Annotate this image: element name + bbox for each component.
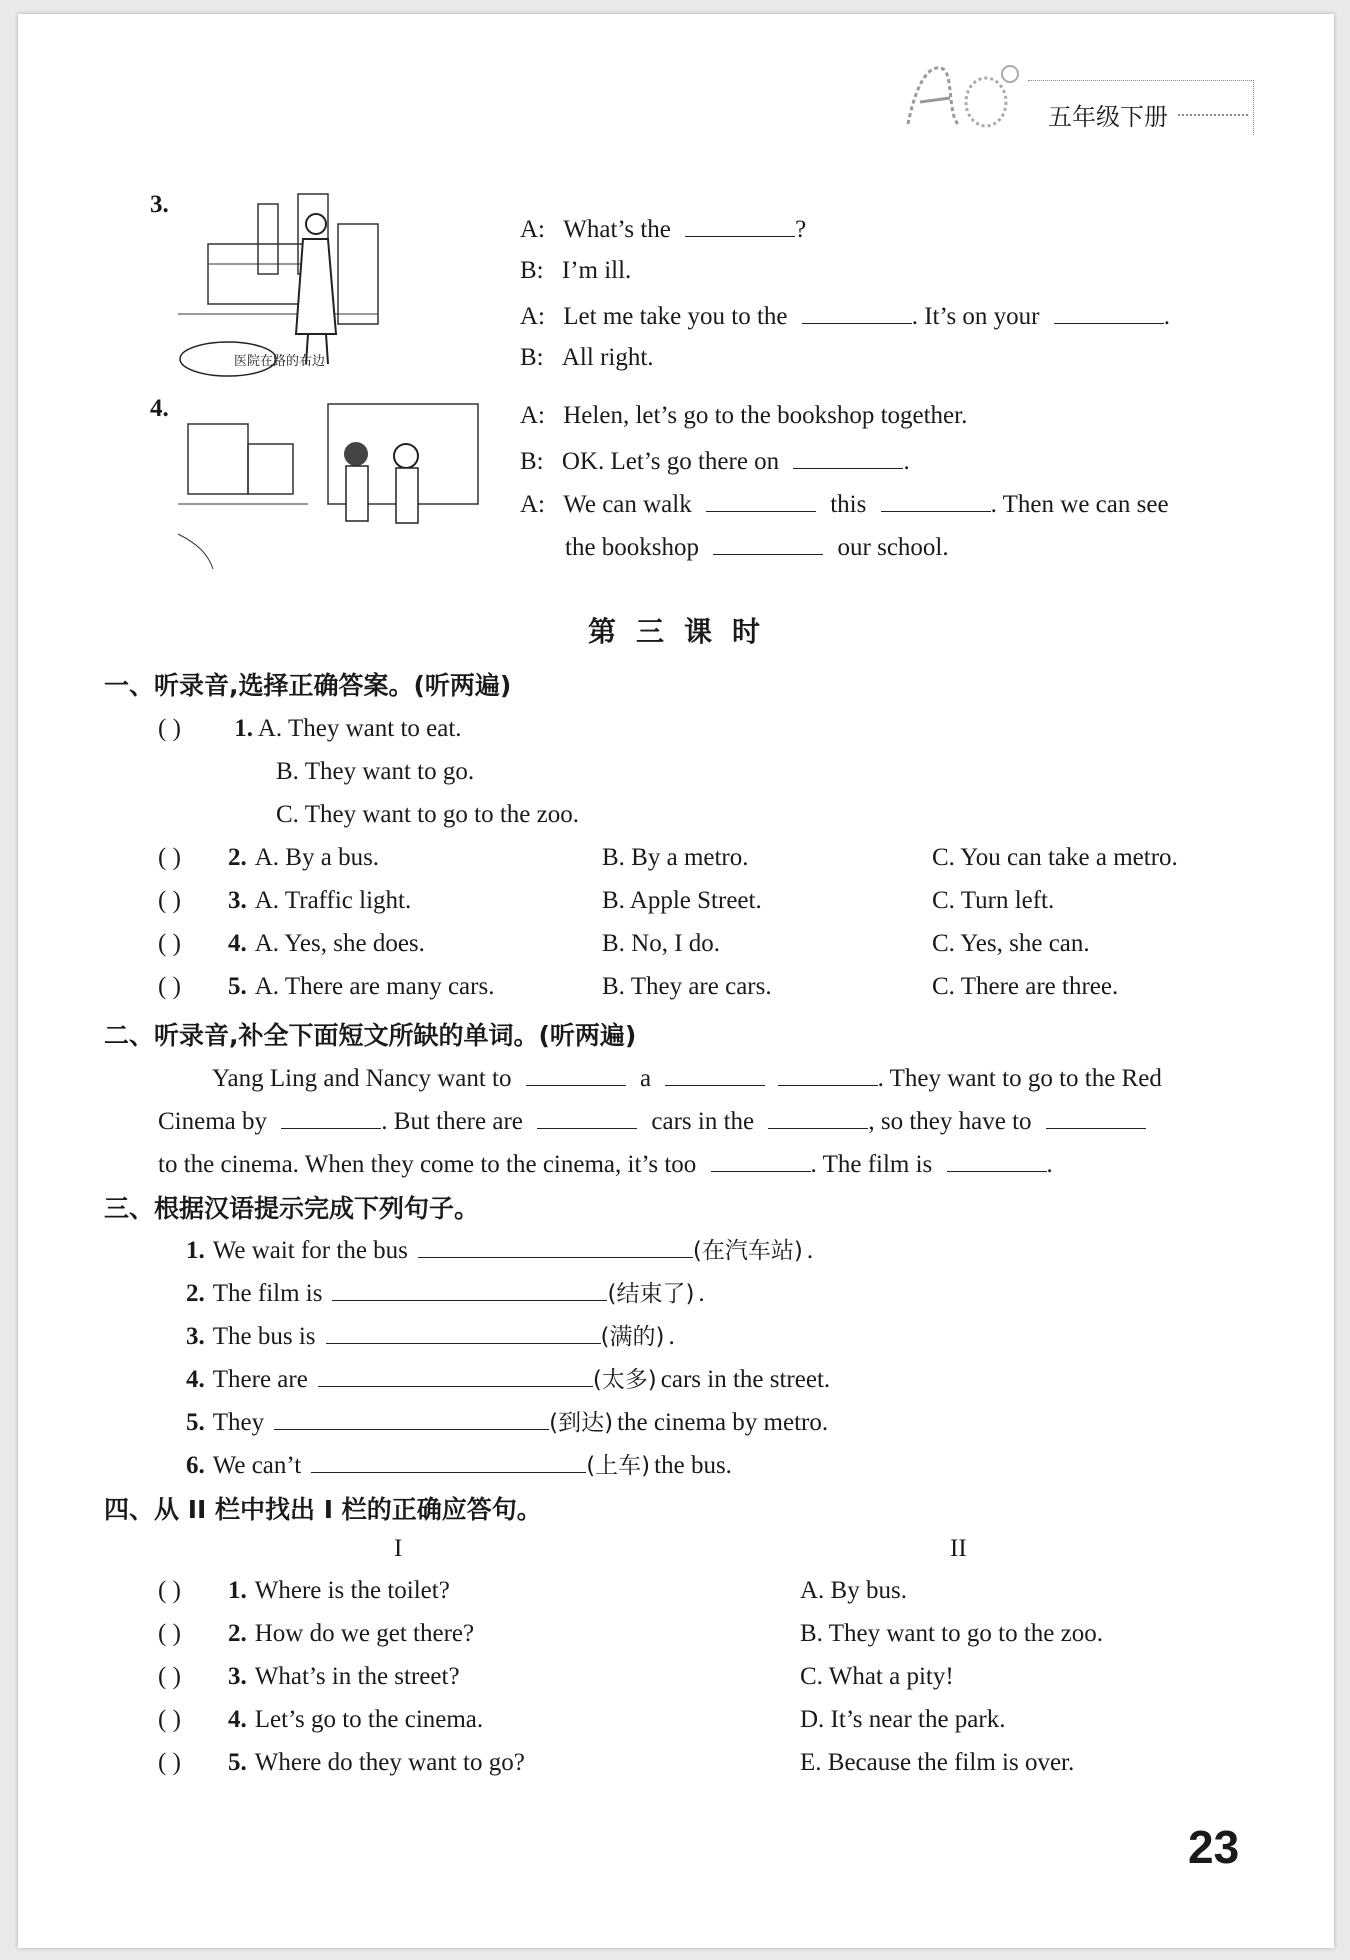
answer-blank[interactable] [318,1360,593,1387]
sentence-row [186,1403,828,1440]
option-c: C. Yes, she can. [932,930,1090,957]
column-1-header: I [394,1535,403,1562]
dialogue-text: Let me take you to the [563,303,788,330]
section-2-title: 二、听录音,补全下面短文所缺的单词。(听两遍) [104,1021,637,1050]
speaker-label: B: [520,344,544,371]
sentence-end: . [668,1323,675,1350]
passage-line-1 [212,1059,1162,1096]
question-number: 6. [186,1452,205,1479]
column-1-item: Let’s go to the cinema. [254,1706,484,1733]
answer-blank[interactable] [881,485,991,512]
dialogue-text: All right. [561,344,654,371]
answer-blank[interactable] [665,1059,765,1086]
answer-paren[interactable]: ( ) [158,1749,181,1776]
sentence-start: We wait for the bus [212,1237,408,1264]
match-row [158,1746,525,1780]
sentence-end: . [698,1280,705,1307]
answer-blank[interactable] [706,485,816,512]
chinese-hint: (结束了) [607,1281,695,1307]
answer-paren[interactable]: ( ) [158,1620,181,1647]
sentence-end: the cinema by metro. [617,1409,829,1436]
option-b: B. Apple Street. [602,887,762,914]
option-b: B. No, I do. [602,930,721,957]
sentence-start: There are [212,1366,308,1393]
answer-blank[interactable] [802,297,912,324]
s1-question-1 [158,712,462,746]
dialogue-3-line-3 [520,297,1170,334]
chinese-hint: (满的) [600,1324,665,1350]
dialogue-3-number: 3. [150,191,169,218]
sentence-end: the bus. [654,1452,732,1479]
passage-text: . They want to go to the Red [877,1065,1162,1092]
answer-paren[interactable]: ( ) [158,973,181,1000]
column-2-item: C. What a pity! [800,1663,954,1690]
sentence-row [186,1446,732,1483]
chinese-hint: (太多) [592,1367,657,1393]
answer-blank[interactable] [947,1145,1047,1172]
question-number: 2. [228,1620,247,1647]
answer-blank[interactable] [1054,297,1164,324]
question-row [158,927,425,961]
sentence-start: The film is [212,1280,323,1307]
option-c: C. They want to go to the zoo. [276,801,579,828]
answer-paren[interactable]: ( ) [158,1663,181,1690]
option-c: C. You can take a metro. [932,844,1178,871]
sentence-row [186,1231,813,1268]
option-a: A. There are many cars. [254,973,495,1000]
answer-blank[interactable] [274,1403,549,1430]
speaker-label: B: [520,448,544,475]
dialogue-3-line-4 [520,341,654,375]
column-1-item: Where do they want to go? [254,1749,525,1776]
question-number: 3. [186,1323,205,1350]
question-number: 3. [228,1663,247,1690]
passage-text: Yang Ling and Nancy want to [212,1065,512,1092]
section-1-title: 一、听录音,选择正确答案。(听两遍) [104,671,512,700]
dialogue-text: . Then we can see [990,491,1169,518]
question-number: 1. [186,1237,205,1264]
passage-text: . The film is [810,1151,933,1178]
passage-text: a [640,1065,652,1092]
question-number: 4. [228,930,247,957]
column-2-item: D. It’s near the park. [800,1706,1006,1733]
dialogue-text: We can walk [563,491,692,518]
column-2-item: E. Because the film is over. [800,1749,1075,1776]
question-row [158,841,379,875]
sentence-row [186,1317,675,1354]
passage-line-2 [158,1102,1146,1139]
sentence-start: We can’t [212,1452,302,1479]
answer-blank[interactable] [1046,1102,1146,1129]
passage-text: , so they have to [868,1108,1032,1135]
answer-blank[interactable] [793,442,903,469]
grade-divider [1178,114,1248,116]
option-c: C. Turn left. [932,887,1055,914]
dialogue-text: this [830,491,867,518]
match-row [158,1574,450,1608]
answer-blank[interactable] [326,1317,601,1344]
dialogue-4-line-3 [520,485,1169,522]
question-number: 5. [186,1409,205,1436]
bookshop-street-illustration [178,394,478,574]
passage-text: to the cinema. When they come to the cinema, it’s too [158,1151,697,1178]
sketch-logo-icon [898,54,1028,134]
answer-blank[interactable] [768,1102,868,1129]
dialogue-3-line-2 [520,254,631,288]
dialogue-text: ? [795,216,807,243]
answer-blank[interactable] [526,1059,626,1086]
sentence-end: cars in the street. [660,1366,831,1393]
chinese-hint: (在汽车站) [692,1238,803,1264]
answer-paren[interactable]: ( ) [158,887,181,914]
sentence-row [186,1274,705,1311]
question-number: 3. [228,887,247,914]
answer-paren[interactable]: ( ) [158,930,181,957]
dialogue-text: OK. Let’s go there on [561,448,780,475]
answer-paren[interactable]: ( ) [158,1706,181,1733]
sentence-start: The bus is [212,1323,316,1350]
page-number: 23 [1188,1821,1240,1873]
dialogue-text: What’s the [563,216,671,243]
passage-text: . [1046,1151,1053,1178]
option-a: A. They want to eat. [257,715,462,742]
dialogue-text: . It’s on your [911,303,1040,330]
column-2-item: B. They want to go to the zoo. [800,1620,1103,1647]
passage-text: Cinema by [158,1108,268,1135]
question-number: 1. [234,715,253,742]
column-1-item: How do we get there? [254,1620,475,1647]
sentence-end: . [806,1237,814,1264]
answer-paren[interactable]: ( ) [158,715,181,742]
question-number: 5. [228,1749,247,1776]
chinese-hint: (上车) [586,1453,651,1479]
question-number: 2. [228,844,247,871]
answer-blank[interactable] [418,1231,693,1258]
answer-blank[interactable] [778,1059,878,1086]
passage-text: cars in the [651,1108,755,1135]
dialogue-4-line-2 [520,442,910,479]
dialogue-text: the bookshop [565,534,700,561]
option-c: C. There are three. [932,973,1119,1000]
column-2-header: II [950,1535,967,1562]
column-2-item: A. By bus. [800,1577,907,1604]
dialogue-text: . [1163,303,1171,330]
question-number: 1. [228,1577,247,1604]
lesson-title: 第三课时 [588,615,781,648]
dialogue-4-number: 4. [150,395,169,422]
answer-paren[interactable]: ( ) [158,1577,181,1604]
question-number: 2. [186,1280,205,1307]
speaker-label: A: [520,402,545,429]
match-row [158,1703,483,1737]
sentence-start: They [212,1409,265,1436]
speaker-label: B: [520,257,544,284]
question-number: 5. [228,973,247,1000]
section-3-title: 三、根据汉语提示完成下列句子。 [104,1194,480,1223]
option-b: B. They are cars. [602,973,772,1000]
option-a: A. Traffic light. [254,887,412,914]
answer-paren[interactable]: ( ) [158,844,181,871]
answer-blank[interactable] [711,1145,811,1172]
speaker-label: A: [520,491,545,518]
workbook-page [18,14,1334,1948]
section-4-title: 四、从 II 栏中找出 I 栏的正确应答句。 [104,1495,542,1524]
question-row [158,970,494,1004]
chinese-hint: (到达) [549,1410,614,1436]
answer-blank[interactable] [281,1102,381,1129]
match-row [158,1660,460,1694]
question-number: 4. [228,1706,247,1733]
question-row [158,884,411,918]
dialogue-3-line-1 [520,210,806,247]
answer-blank[interactable] [332,1274,607,1301]
match-row [158,1617,474,1651]
option-b: B. By a metro. [602,844,749,871]
dialogue-text: . [903,448,910,475]
option-a: A. Yes, she does. [254,930,425,957]
option-b: B. They want to go. [276,758,475,785]
passage-text: . But there are [381,1108,523,1135]
option-a: A. By a bus. [254,844,380,871]
dialogue-text: I’m ill. [561,257,632,284]
speaker-label: A: [520,216,545,243]
answer-blank[interactable] [713,528,823,555]
dialogue-text: our school. [837,534,949,561]
answer-blank[interactable] [311,1446,586,1473]
grade-label: 五年级下册 [1048,103,1168,131]
answer-blank[interactable] [685,210,795,237]
illustration-caption: 医院在路的右边 [234,354,326,369]
dialogue-4-line-1 [520,399,967,433]
column-1-item: What’s in the street? [254,1663,460,1690]
passage-line-3 [158,1145,1053,1182]
dialogue-text: Helen, let’s go to the bookshop together. [563,402,968,429]
column-1-item: Where is the toilet? [254,1577,450,1604]
dialogue-4-line-4 [565,528,949,565]
answer-blank[interactable] [537,1102,637,1129]
sentence-row [186,1360,830,1397]
question-number: 4. [186,1366,205,1393]
speaker-label: A: [520,303,545,330]
